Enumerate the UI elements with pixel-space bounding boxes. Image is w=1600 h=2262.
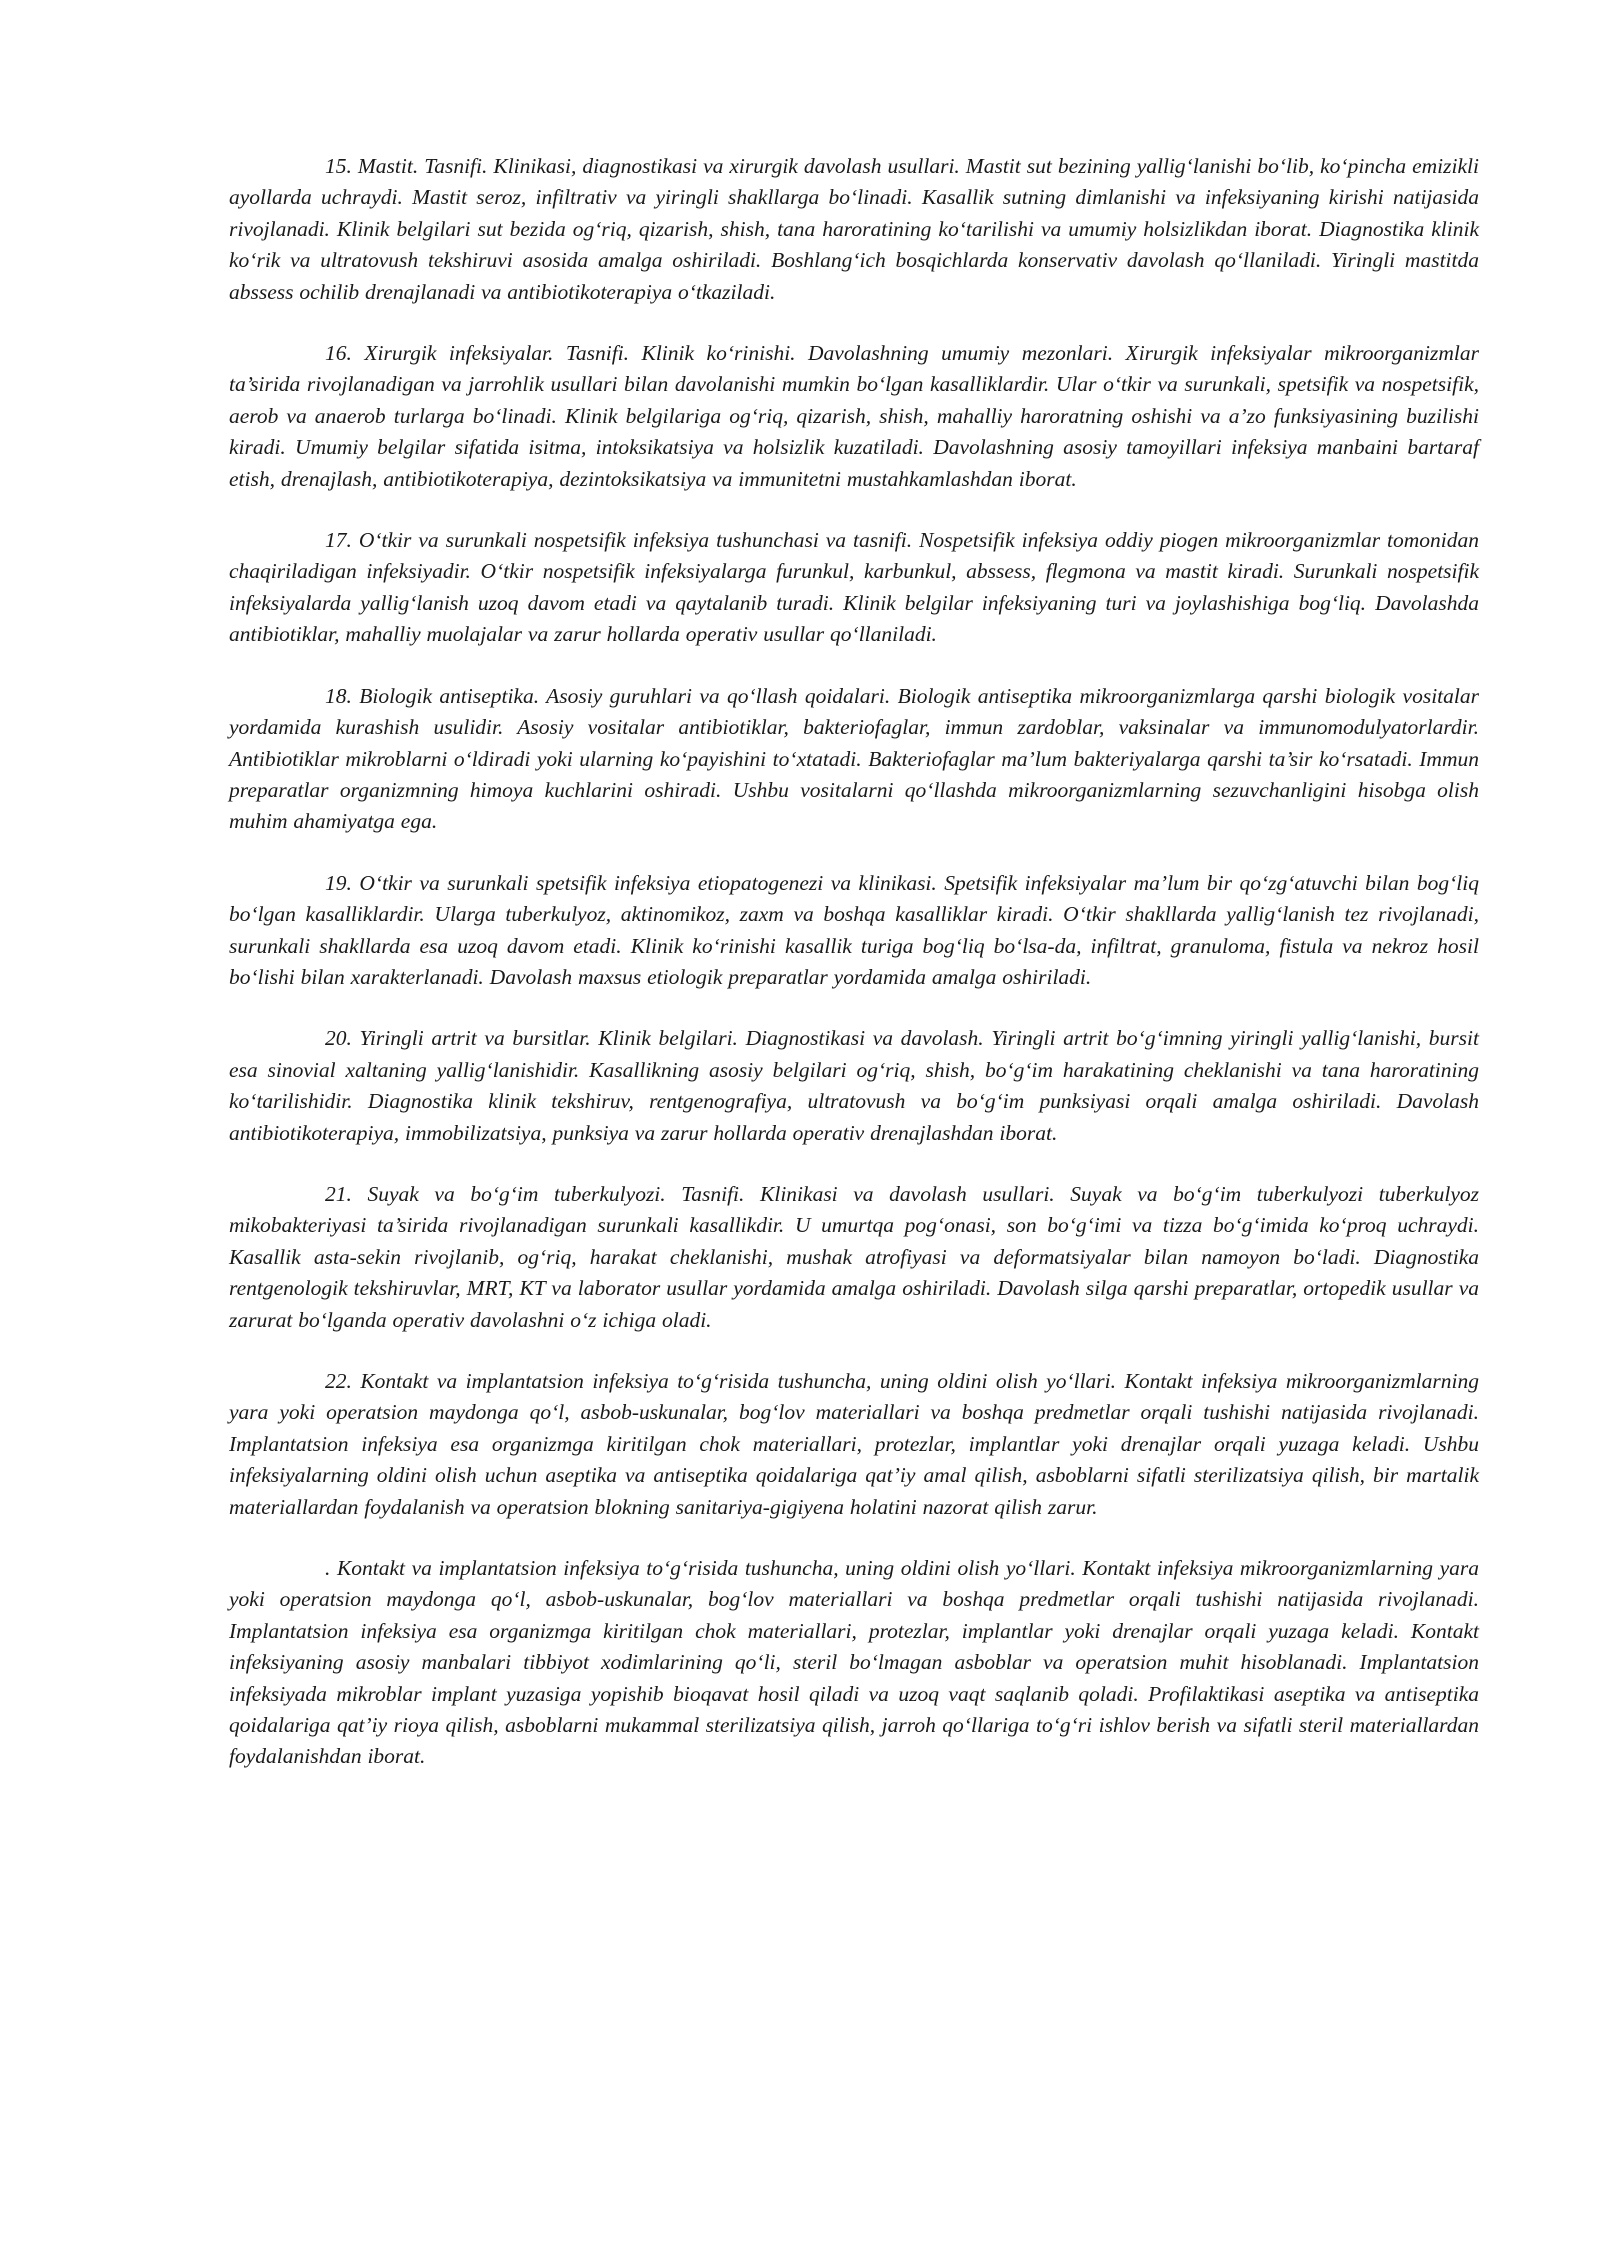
paragraph-20-yiringli-artrit: 20. Yiringli artrit va bursitlar. Klinik belgilari. Diagnostikasi va davolash. Yiringli artrit bo‘g‘imning yiringli yallig‘lanishi, bursit esa sinovial xaltaning yallig‘lanishidir. Kasallikning asosiy belgilari og‘riq, shish, bo‘g‘im harakatining cheklanishi va tana haroratining ko‘tarilishidir. Diagnostika klinik tekshiruv, rentgenografiya, ultratovush va bo‘g‘im punksiyasi orqali amalga oshiriladi. Davolash antibiotikoterapiya, immobilizatsiya, punksiya va zarur hollarda operativ drenajlashdan iborat. <box>229 1026 1479 1145</box>
paragraph-19-spetsifik-infeksiya: 19. O‘tkir va surunkali spetsifik infeksiya etiopatogenezi va klinikasi. Spetsifik infeksiyalar ma’lum bir qo‘zg‘atuvchi bilan bog‘liq bo‘lgan kasalliklardir. Ularga tuberkulyoz, aktinomikoz, zaxm va boshqa kasalliklar kiradi. O‘tkir shakllarda yallig‘lanish tez rivojlanadi, surunkali shakllarda esa uzoq davom etadi. Klinik ko‘rinishi kasallik turiga bog‘liq bo‘lsa-da, infiltrat, granuloma, fistula va nekroz hosil bo‘lishi bilan xarakterlanadi. Davolash maxsus etiologik preparatlar yordamida amalga oshiriladi. <box>229 870 1479 989</box>
paragraph-18-biologik-antiseptika: 18. Biologik antiseptika. Asosiy guruhlari va qo‘llash qoidalari. Biologik antiseptika mikroorganizmlarga qarshi biologik vositalar yordamida kurashish usulidir. Asosiy vositalar antibiotiklar, bakteriofaglar, immun zardoblar, vaksinalar va immunomodulyatorlardir. Antibiotiklar mikroblarni o‘ldiradi yoki ularning ko‘payishini to‘xtatadi. Bakteriofaglar ma’lum bakteriyalarga qarshi ta’sir ko‘rsatadi. Immun preparatlar organizmning himoya kuchlarini oshiradi. Ushbu vositalarni qo‘llashda mikroorganizmlarning sezuvchanligini hisobga olish muhim ahamiyatga ega. <box>229 683 1479 834</box>
paragraph-22-kontakt-infeksiya: 22. Kontakt va implantatsion infeksiya to‘g‘risida tushuncha, uning oldini olish yo‘llari. Kontakt infeksiya mikroorganizmlarning yara yoki operatsion maydonga qo‘l, asbob-uskunalar, bog‘lov materiallari va boshqa predmetlar orqali tushishi natijasida rivojlanadi. Implantatsion infeksiya esa organizmga kiritilgan chok materiallari, protezlar, implantlar yoki drenajlar orqali yuzaga keladi. Ushbu infeksiyalarning oldini olish uchun aseptika va antiseptika qoidalariga qat’iy amal qilish, asboblarni sifatli sterilizatsiya qilish, bir martalik materiallardan foydalanish va operatsion blokning sanitariya-gigiyena holatini nazorat qilish zarur. <box>229 1369 1479 1519</box>
paragraph-17-nospetsifik-infeksiya: 17. O‘tkir va surunkali nospetsifik infeksiya tushunchasi va tasnifi. Nospetsifik infeksiya oddiy piogen mikroorganizmlar tomonidan chaqiriladigan infeksiyadir. O‘tkir nospetsifik infeksiyalarga furunkul, karbunkul, abssess, flegmona va mastit kiradi. Surunkali nospetsifik infeksiyalarda yallig‘lanish uzoq davom etadi va qaytalanib turadi. Klinik belgilar infeksiyaning turi va joylashishiga bog‘liq. Davolashda antibiotiklar, mahalliy muolajalar va zarur hollarda operativ usullar qo‘llaniladi. <box>229 528 1479 647</box>
paragraph-kontakt-infeksiya-repeat: . Kontakt va implantatsion infeksiya to‘g‘risida tushuncha, uning oldini olish yo‘llari. Kontakt infeksiya mikroorganizmlarning yara yoki operatsion maydonga qo‘l, asbob-uskunalar, bog‘lov materiallari va boshqa predmetlar orqali tushishi natijasida rivojlanadi. Implantatsion infeksiya esa organizmga kiritilgan chok materiallari, protezlar, implantlar yoki drenajlar orqali yuzaga keladi. Kontakt infeksiyaning asosiy manbalari tibbiyot xodimlarining qo‘li, steril bo‘lmagan asboblar va operatsion muhit hisoblanadi. Implantatsion infeksiyada mikroblar implant yuzasiga yopishib bioqavat hosil qiladi va uzoq vaqt saqlanib qoladi. Profilaktikasi aseptika va antiseptika qoidalariga qat’iy rioya qilish, asboblarni mukammal sterilizatsiya qilish, jarroh qo‘llariga to‘g‘ri ishlov berish va sifatli steril materiallardan foydalanishdan iborat. <box>229 1556 1479 1769</box>
paragraph-21-suyak-tuberkulyozi: 21. Suyak va bo‘g‘im tuberkulyozi. Tasnifi. Klinikasi va davolash usullari. Suyak va bo‘g‘im tuberkulyozi tuberkulyoz mikobakteriyasi ta’sirida rivojlanadigan surunkali kasallikdir. U umurtqa pog‘onasi, son bo‘g‘imi va tizza bo‘g‘imida ko‘proq uchraydi. Kasallik asta-sekin rivojlanib, og‘riq, harakat cheklanishi, mushak atrofiyasi va deformatsiyalar bilan namoyon bo‘ladi. Diagnostika rentgenologik tekshiruvlar, MRT, KT va laborator usullar yordamida amalga oshiriladi. Davolash silga qarshi preparatlar, ortopedik usullar va zarurat bo‘lganda operativ davolashni o‘z ichiga oladi. <box>229 1181 1479 1332</box>
paragraph-15-mastit: 15. Mastit. Tasnifi. Klinikasi, diagnostikasi va xirurgik davolash usullari. Mastit sut bezining yallig‘lanishi bo‘lib, ko‘pincha emizikli ayollarda uchraydi. Mastit seroz, infiltrativ va yiringli shakllarga bo‘linadi. Kasallik sutning dimlanishi va infeksiyaning kirishi natijasida rivojlanadi. Klinik belgilari sut bezida og‘riq, qizarish, shish, tana haroratining ko‘tarilishi va umumiy holsizlikdan iborat. Diagnostika klinik ko‘rik va ultratovush tekshiruvi asosida amalga oshiriladi. Boshlang‘ich bosqichlarda konservativ davolash qo‘llaniladi. Yiringli mastitda abssess ochilib drenajlanadi va antibiotikoterapiya o‘tkaziladi. <box>229 154 1479 304</box>
paragraph-16-xirurgik-infeksiyalar: 16. Xirurgik infeksiyalar. Tasnifi. Klinik ko‘rinishi. Davolashning umumiy mezonlari. Xirurgik infeksiyalar mikroorganizmlar ta’sirida rivojlanadigan va jarrohlik usullari bilan davolanishi mumkin bo‘lgan kasalliklardir. Ular o‘tkir va surunkali, spetsifik va nospetsifik, aerob va anaerob turlarga bo‘linadi. Klinik belgilariga og‘riq, qizarish, shish, mahalliy haroratning oshishi va a’zo funksiyasining buzilishi kiradi. Umumiy belgilar sifatida isitma, intoksikatsiya va holsizlik kuzatiladi. Davolashning asosiy tamoyillari infeksiya manbaini bartaraf etish, drenajlash, antibiotikoterapiya, dezintoksikatsiya va immunitetni mustahkamlashdan iborat. <box>229 341 1479 491</box>
document-body <box>229 151 1479 1803</box>
